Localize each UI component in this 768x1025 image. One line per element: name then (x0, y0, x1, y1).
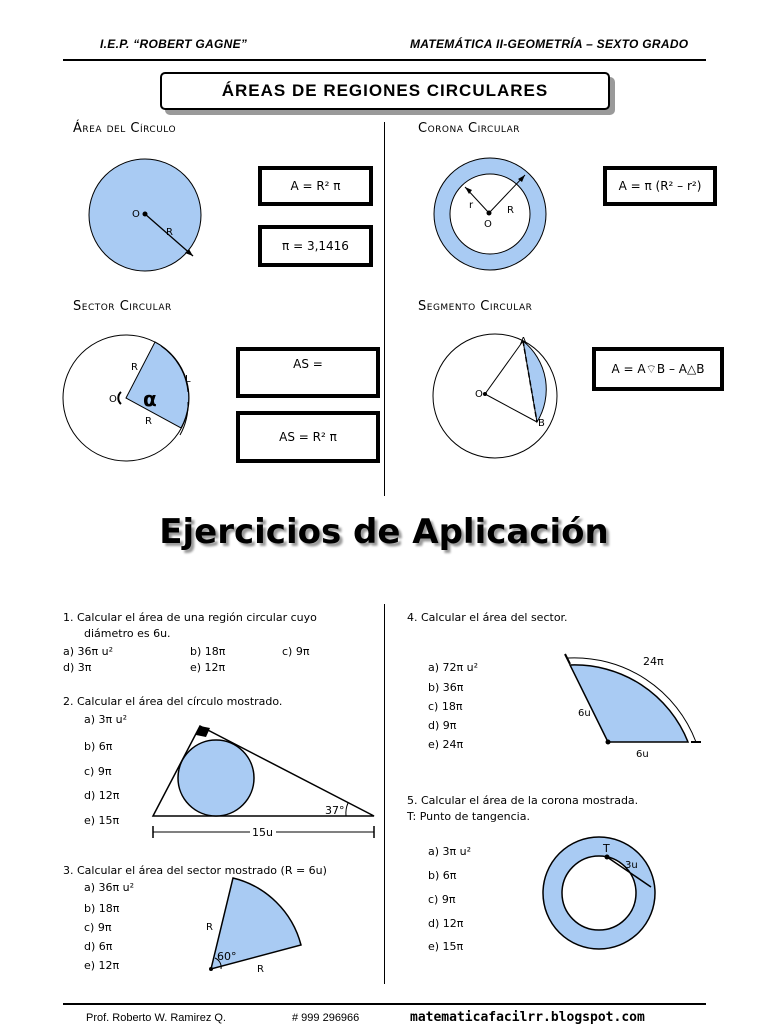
exercise-2-option-b: b) 6π (84, 740, 113, 753)
circle-label-o: O (132, 209, 140, 220)
sector-label-alpha: α (143, 387, 157, 411)
segment-area-formula: A = A⌔B – A△B (592, 347, 724, 391)
segment-label-b: B (538, 418, 545, 429)
exercise-3-label-r1: R (206, 922, 213, 933)
exercise-5-option-e: e) 15π (428, 940, 464, 953)
course-name: MATEMÁTICA II-GEOMETRÍA – SEXTO GRADO (410, 37, 689, 51)
exercise-1-option-d: d) 3π (63, 661, 92, 674)
sector-label-r2: R (145, 416, 152, 427)
exercise-4-option-b: b) 36π (428, 681, 464, 694)
sector-area-formula-1: AS = (236, 347, 380, 398)
sector-area-formula-2: AS = R² π (236, 411, 380, 463)
exercise-4-option-d: d) 9π (428, 719, 457, 732)
exercise-5-option-b: b) 6π (428, 869, 457, 882)
corona-area-formula: A = π (R² – r²) (603, 166, 717, 206)
exercise-4-option-a: a) 72π u² (428, 661, 479, 674)
circle-area-formula: A = R² π (258, 166, 373, 206)
exercise-3-label-r2: R (257, 964, 264, 975)
exercise-2-base: 15u (252, 826, 273, 839)
exercise-5-length: 3u (625, 860, 638, 871)
page-title: ÁREAS DE REGIONES CIRCULARES (160, 72, 610, 110)
sector-diagram (55, 332, 205, 467)
exercise-3-angle: 60° (217, 950, 237, 963)
circle-label-r: R (166, 227, 173, 238)
exercise-5-option-c: c) 9π (428, 893, 456, 906)
footer-phone: # 999 296966 (292, 1012, 360, 1024)
exercise-1-line2: diámetro es 6u. (84, 627, 171, 640)
segment-diagram (425, 332, 565, 467)
exercise-2-stem: 2. Calcular el área del círculo mostrado. (63, 695, 283, 708)
exercise-5-option-d: d) 12π (428, 917, 464, 930)
sector-label-r1: R (131, 362, 138, 373)
footer-site-link[interactable]: matematicafacilrr.blogspot.com (410, 1010, 645, 1025)
exercises-divider (384, 604, 385, 984)
segment-heading: Segmento Circular (418, 299, 533, 314)
exercise-4-stem: 4. Calcular el área del sector. (407, 611, 568, 624)
exercise-5-option-a: a) 3π u² (428, 845, 472, 858)
sector-label-l: L (185, 374, 191, 385)
exercise-5-label-t: T (603, 842, 610, 855)
exercise-2-option-d: d) 12π (84, 789, 120, 802)
exercise-3-option-a: a) 36π u² (84, 881, 135, 894)
sector-label-o: O (109, 394, 117, 405)
exercise-3-sector-diagram (200, 872, 310, 977)
exercise-4-option-c: c) 18π (428, 700, 463, 713)
exercise-5-corona-diagram (535, 835, 665, 965)
exercise-3-option-b: b) 18π (84, 902, 120, 915)
exercise-1-option-b: b) 18π (190, 645, 226, 658)
header-rule (63, 59, 706, 61)
exercise-4-sector-diagram (560, 650, 710, 765)
exercise-3-option-d: d) 6π (84, 940, 113, 953)
segment-label-a: A (520, 336, 527, 347)
exercise-2-option-e: e) 15π (84, 814, 120, 827)
exercise-2-angle: 37° (325, 804, 345, 817)
exercise-1-line1: 1. Calcular el área de una región circular cuyo (63, 611, 317, 624)
exercise-2-option-a: a) 3π u² (84, 713, 128, 726)
exercise-4-side2: 6u (636, 749, 649, 760)
exercise-2-option-c: c) 9π (84, 765, 112, 778)
exercise-2-triangle-diagram (148, 718, 380, 843)
sector-heading: Sector Circular (73, 299, 172, 314)
exercise-5-stem2: T: Punto de tangencia. (407, 810, 530, 823)
circle-diagram (80, 150, 210, 280)
section-divider (384, 122, 385, 496)
corona-diagram (425, 150, 555, 280)
exercises-title: Ejercicios de Aplicación (159, 512, 609, 552)
exercise-4-side1: 6u (578, 708, 591, 719)
corona-label-r-big: R (507, 205, 514, 216)
segment-label-o: O (475, 389, 483, 400)
exercise-5-stem1: 5. Calcular el área de la corona mostrada. (407, 794, 639, 807)
exercise-1-option-a: a) 36π u² (63, 645, 114, 658)
exercise-4-arc: 24π (643, 655, 664, 668)
exercise-4-option-e: e) 24π (428, 738, 464, 751)
corona-heading: Corona Circular (418, 121, 521, 136)
exercise-3-option-c: c) 9π (84, 921, 112, 934)
footer-author: Prof. Roberto W. Ramirez Q. (86, 1012, 226, 1024)
circle-heading: Área del Círculo (73, 121, 177, 136)
footer-rule (63, 1003, 706, 1005)
pi-value-formula: π = 3,1416 (258, 225, 373, 267)
school-name: I.E.P. “ROBERT GAGNE” (100, 37, 248, 51)
exercise-3-option-e: e) 12π (84, 959, 120, 972)
exercise-3-stem: 3. Calcular el área del sector mostrado (R = 6u) (63, 864, 327, 877)
corona-label-r-small: r (469, 200, 474, 211)
exercise-1-option-e: e) 12π (190, 661, 226, 674)
corona-label-o: O (484, 219, 492, 230)
exercise-1-option-c: c) 9π (282, 645, 310, 658)
